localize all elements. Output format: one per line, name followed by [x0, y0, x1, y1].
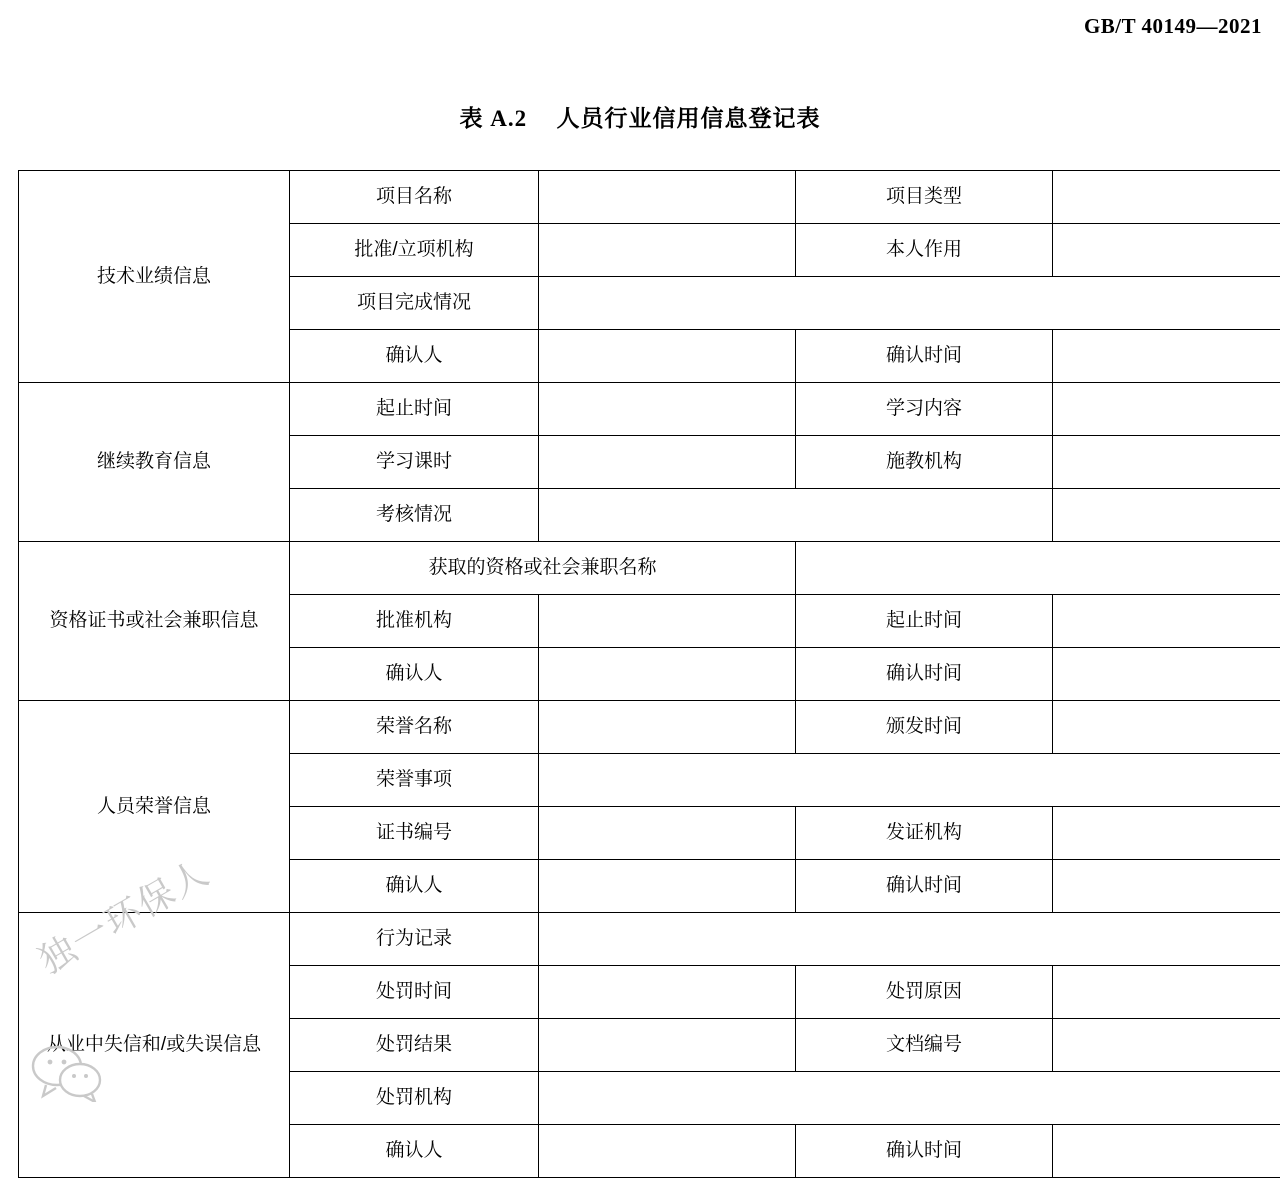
field-value[interactable] — [539, 648, 796, 701]
field-label: 确认人 — [290, 1125, 539, 1178]
field-label: 项目完成情况 — [290, 277, 539, 330]
category-cell: 人员荣誉信息 — [19, 701, 290, 913]
field-value[interactable] — [1053, 436, 1280, 489]
field-value[interactable] — [539, 1125, 796, 1178]
field-value[interactable] — [1053, 330, 1280, 383]
field-label: 批准机构 — [290, 595, 539, 648]
field-label: 本人作用 — [796, 224, 1053, 277]
table-row — [19, 701, 1280, 754]
field-value[interactable] — [1053, 966, 1280, 1019]
field-label: 施教机构 — [796, 436, 1053, 489]
field-value[interactable] — [539, 1072, 1280, 1125]
field-value[interactable] — [796, 542, 1280, 595]
field-label: 确认人 — [290, 330, 539, 383]
table-row — [19, 913, 1280, 966]
field-label: 荣誉名称 — [290, 701, 539, 754]
field-label: 处罚机构 — [290, 1072, 539, 1125]
field-value[interactable] — [539, 436, 796, 489]
field-label: 确认人 — [290, 648, 539, 701]
field-value[interactable] — [539, 595, 796, 648]
field-label: 确认时间 — [796, 860, 1053, 913]
field-label: 确认时间 — [796, 648, 1053, 701]
field-label: 处罚结果 — [290, 1019, 539, 1072]
field-value[interactable] — [1053, 1125, 1280, 1178]
table-row — [19, 542, 1280, 595]
field-value[interactable] — [539, 966, 796, 1019]
category-cell: 技术业绩信息 — [19, 171, 290, 383]
field-value[interactable] — [539, 330, 796, 383]
field-label: 学习课时 — [290, 436, 539, 489]
table-title-text: 人员行业信用信息登记表 — [557, 105, 821, 131]
standard-code: GB/T 40149—2021 — [1084, 14, 1262, 39]
field-label: 确认时间 — [796, 1125, 1053, 1178]
field-label: 证书编号 — [290, 807, 539, 860]
field-value[interactable] — [539, 701, 796, 754]
field-label: 行为记录 — [290, 913, 539, 966]
field-value[interactable] — [1053, 1019, 1280, 1072]
field-value[interactable] — [1053, 807, 1280, 860]
field-label: 确认人 — [290, 860, 539, 913]
field-value[interactable] — [539, 1019, 796, 1072]
field-label: 起止时间 — [290, 383, 539, 436]
field-value[interactable] — [1053, 648, 1280, 701]
field-value[interactable] — [1053, 701, 1280, 754]
page-title — [0, 100, 1280, 133]
field-label: 项目名称 — [290, 171, 539, 224]
field-value[interactable] — [539, 860, 796, 913]
field-value[interactable] — [539, 277, 1280, 330]
watermark-text: 独一环保人 — [28, 845, 218, 984]
field-value[interactable] — [539, 913, 1280, 966]
table-row — [19, 383, 1280, 436]
field-label: 确认时间 — [796, 330, 1053, 383]
field-value[interactable] — [539, 754, 1280, 807]
table-label: 表 A.2 — [459, 106, 527, 131]
category-cell: 继续教育信息 — [19, 383, 290, 542]
field-label: 考核情况 — [290, 489, 539, 542]
field-label: 处罚时间 — [290, 966, 539, 1019]
field-label: 学习内容 — [796, 383, 1053, 436]
field-label: 发证机构 — [796, 807, 1053, 860]
field-value[interactable] — [539, 383, 796, 436]
field-label: 文档编号 — [796, 1019, 1053, 1072]
field-value[interactable] — [1053, 383, 1280, 436]
field-value[interactable] — [539, 224, 796, 277]
field-value[interactable] — [1053, 224, 1280, 277]
field-label: 批准/立项机构 — [290, 224, 539, 277]
field-value[interactable] — [1053, 595, 1280, 648]
field-label: 荣誉事项 — [290, 754, 539, 807]
category-cell: 从业中失信和/或失误信息 — [19, 913, 290, 1178]
field-value[interactable] — [1053, 860, 1280, 913]
field-value[interactable] — [539, 807, 796, 860]
field-label: 起止时间 — [796, 595, 1053, 648]
field-label: 颁发时间 — [796, 701, 1053, 754]
table-row — [19, 171, 1280, 224]
field-label: 处罚原因 — [796, 966, 1053, 1019]
credit-info-table — [18, 170, 1280, 1178]
field-value[interactable] — [539, 489, 1053, 542]
field-value[interactable] — [1053, 171, 1280, 224]
category-cell: 资格证书或社会兼职信息 — [19, 542, 290, 701]
field-label: 项目类型 — [796, 171, 1053, 224]
field-label: 获取的资格或社会兼职名称 — [290, 542, 796, 595]
field-value[interactable] — [1053, 489, 1280, 542]
field-value[interactable] — [539, 171, 796, 224]
